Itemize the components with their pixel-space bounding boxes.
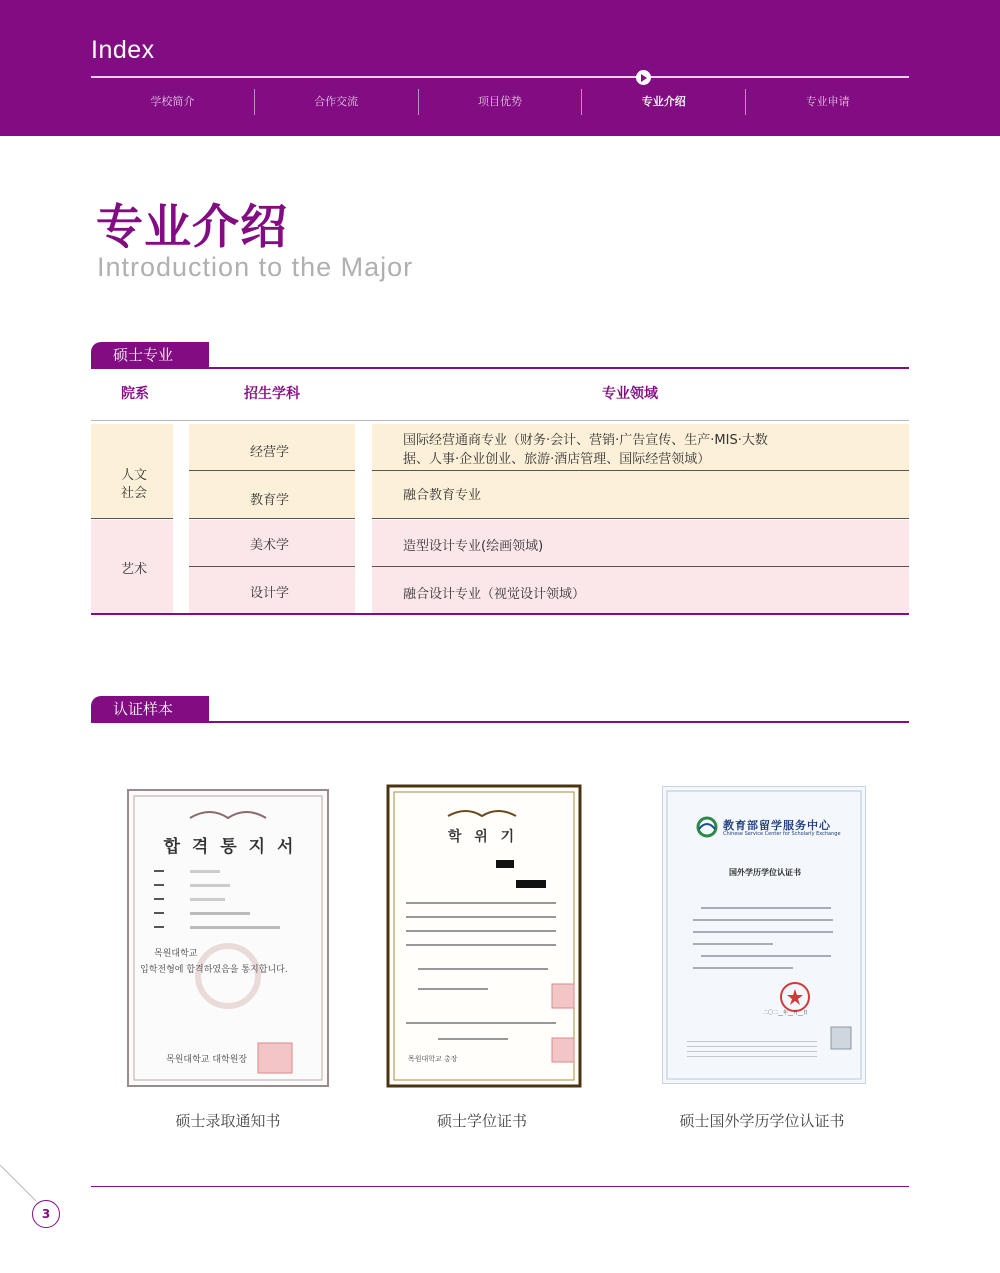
authentication-title: 国外学历学位认证书 <box>729 868 801 877</box>
admission-notice-footer: 목원대학교 대학원장 <box>166 1055 248 1065</box>
caption-degree-certificate: 硕士学位证书 <box>436 1112 527 1130</box>
certification-section-tab: 认证样本 <box>91 696 209 722</box>
admission-notice-image <box>110 766 350 1108</box>
progress-line <box>91 76 909 78</box>
admission-notice-line2: 입학전형에 합격하였음을 통지합니다. <box>140 965 288 975</box>
row-rule <box>189 470 355 471</box>
progress-marker-icon <box>636 70 651 85</box>
dept-arts: 艺术 <box>121 562 148 577</box>
degree-certificate-footer: 목원대학교 총장 <box>408 1055 458 1063</box>
column-header-field: 专业领域 <box>602 386 658 402</box>
authentication-certificate-image <box>662 786 866 1084</box>
column-header-department: 院系 <box>121 386 149 402</box>
field-fine-arts: 造型设计专业(绘画领域) <box>403 539 544 554</box>
caption-admission-notice: 硕士录取通知书 <box>175 1112 281 1130</box>
admission-notice-title: 합 격 통 지 서 <box>163 837 297 857</box>
dept-humanities: 人文 社会 <box>121 468 148 501</box>
header-bar <box>0 0 1000 136</box>
authentication-org-cn: 教育部留学服务中心 <box>723 819 831 832</box>
field-design: 融合设计专业（视觉设计领域） <box>403 587 586 602</box>
row-rule <box>372 518 909 519</box>
page-title: 专业介绍 <box>96 200 288 255</box>
field-education: 融合教育专业 <box>403 488 482 503</box>
admission-notice-line1: 목원대학교 <box>154 949 198 959</box>
subject-design: 设计学 <box>250 586 290 601</box>
row-rule <box>91 518 173 519</box>
row-rule <box>372 566 909 567</box>
nav-item-application[interactable]: 专业申请 <box>805 95 850 108</box>
field-business: 国际经营通商专业（财务·会计、营销·广告宣传、生产·MIS·大数 据、人事·企业创业、旅游·酒店管理、国际经营领域） <box>403 433 768 467</box>
authentication-org-en: Chinese Service Center for Scholarly Exchange <box>723 831 841 837</box>
nav-item-major-intro[interactable]: 专业介绍 <box>582 89 746 115</box>
table-bottom-rule <box>91 613 909 615</box>
certification-section-rule <box>91 721 909 723</box>
row-rule <box>372 470 909 471</box>
caption-authentication: 硕士国外学历学位认证书 <box>679 1112 845 1130</box>
footer-rule <box>91 1186 909 1187</box>
masters-section-tab: 硕士专业 <box>91 342 209 368</box>
authentication-date: 二〇二__年__月__日 <box>763 1010 809 1016</box>
table-header-rule <box>91 420 909 421</box>
subject-business: 经营学 <box>250 445 290 460</box>
index-title: Index <box>91 36 155 64</box>
subject-fine-arts: 美术学 <box>250 538 290 553</box>
row-rule <box>189 566 355 567</box>
page-subtitle: Introduction to the Major <box>97 252 414 282</box>
nav-item-advantages[interactable]: 项目优势 <box>419 89 583 115</box>
page-number: 3 <box>32 1200 60 1228</box>
nav-item-cooperation[interactable]: 合作交流 <box>255 89 419 115</box>
masters-section-rule <box>91 367 909 369</box>
column-header-subject: 招生学科 <box>244 386 300 402</box>
section-nav <box>91 89 909 115</box>
subject-education: 教育学 <box>250 493 290 508</box>
degree-certificate-image <box>378 776 588 1096</box>
row-rule <box>189 518 355 519</box>
nav-item-school-intro[interactable]: 学校简介 <box>91 89 255 115</box>
degree-certificate-title: 학 위 기 <box>447 829 519 845</box>
